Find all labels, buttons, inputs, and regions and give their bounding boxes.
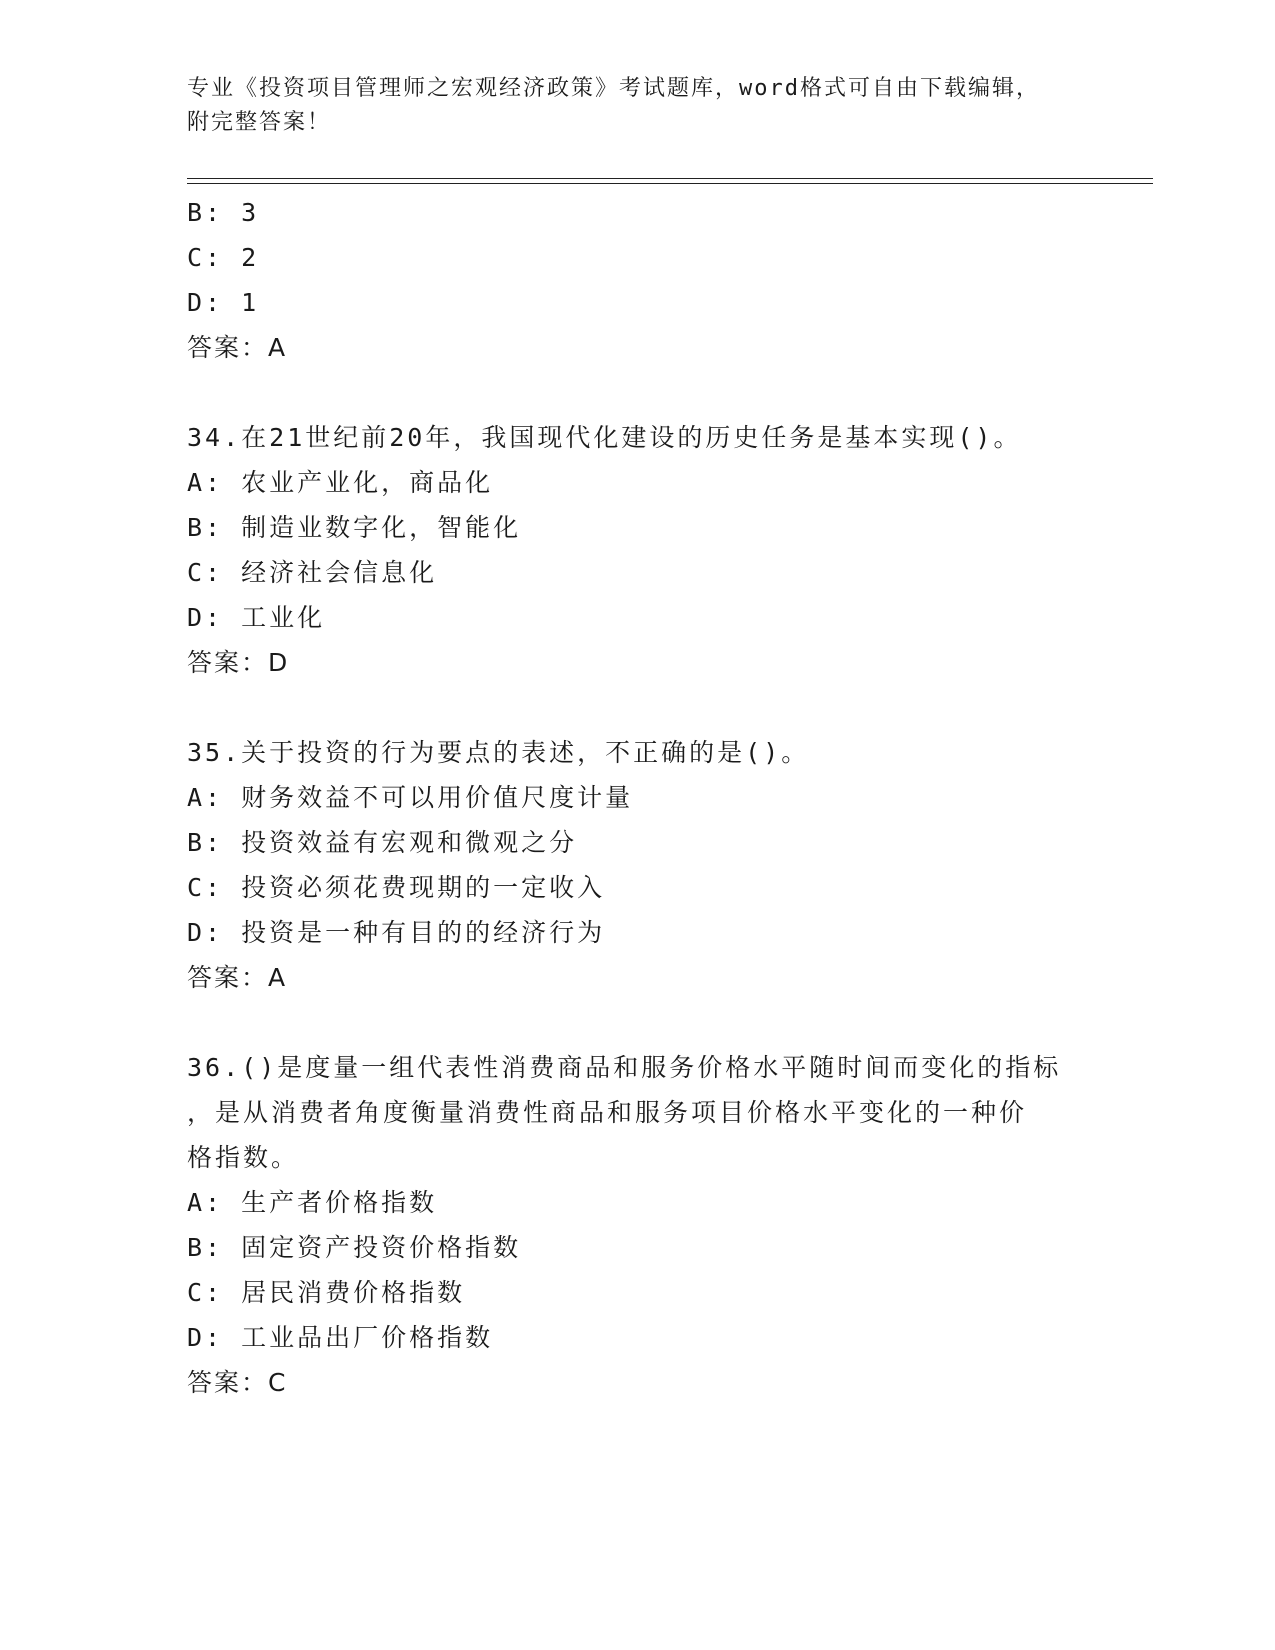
header-divider-bottom bbox=[187, 183, 1153, 184]
option-c: C: 投资必须花费现期的一定收入 bbox=[187, 873, 606, 902]
question-text-line-1: 36.()是度量一组代表性消费商品和服务价格水平随时间而变化的指标 bbox=[187, 1053, 1062, 1082]
question-36 bbox=[187, 1045, 1087, 1405]
option-a: A: 生产者价格指数 bbox=[187, 1188, 438, 1217]
option-d: D: 1 bbox=[187, 288, 260, 317]
question-35 bbox=[187, 730, 1087, 1000]
document-body bbox=[187, 190, 1087, 1405]
option-a: A: 农业产业化，商品化 bbox=[187, 468, 494, 497]
answer-line: 答案：C bbox=[187, 1368, 288, 1397]
header-line-2: 附完整答案！ bbox=[187, 110, 332, 135]
spacer bbox=[187, 1000, 1087, 1045]
option-c: C: 居民消费价格指数 bbox=[187, 1278, 466, 1307]
answer-line: 答案：A bbox=[187, 963, 288, 992]
option-b: B: 固定资产投资价格指数 bbox=[187, 1233, 522, 1262]
option-d: D: 工业品出厂价格指数 bbox=[187, 1323, 494, 1352]
document-header bbox=[187, 72, 1087, 140]
option-c: C: 2 bbox=[187, 243, 260, 272]
question-33-continuation bbox=[187, 190, 1087, 370]
header-line-1: 专业《投资项目管理师之宏观经济政策》考试题库，word格式可自由下载编辑， bbox=[187, 76, 1040, 101]
option-b: B: 制造业数字化，智能化 bbox=[187, 513, 522, 542]
question-text: 34.在21世纪前20年，我国现代化建设的历史任务是基本实现()。 bbox=[187, 423, 1022, 452]
question-text-line-2: ，是从消费者角度衡量消费性商品和服务项目价格水平变化的一种价 bbox=[187, 1098, 1028, 1127]
option-d: D: 投资是一种有目的的经济行为 bbox=[187, 918, 606, 947]
option-d: D: 工业化 bbox=[187, 603, 326, 632]
spacer bbox=[187, 685, 1087, 730]
question-text: 35.关于投资的行为要点的表述，不正确的是()。 bbox=[187, 738, 810, 767]
option-c: C: 经济社会信息化 bbox=[187, 558, 438, 587]
answer-line: 答案：A bbox=[187, 333, 288, 362]
option-b: B: 3 bbox=[187, 198, 260, 227]
spacer bbox=[187, 370, 1087, 415]
header-divider-top bbox=[187, 178, 1153, 179]
option-b: B: 投资效益有宏观和微观之分 bbox=[187, 828, 578, 857]
question-text-line-3: 格指数。 bbox=[187, 1143, 300, 1172]
option-a: A: 财务效益不可以用价值尺度计量 bbox=[187, 783, 634, 812]
question-34 bbox=[187, 415, 1087, 685]
answer-line: 答案：D bbox=[187, 648, 290, 677]
